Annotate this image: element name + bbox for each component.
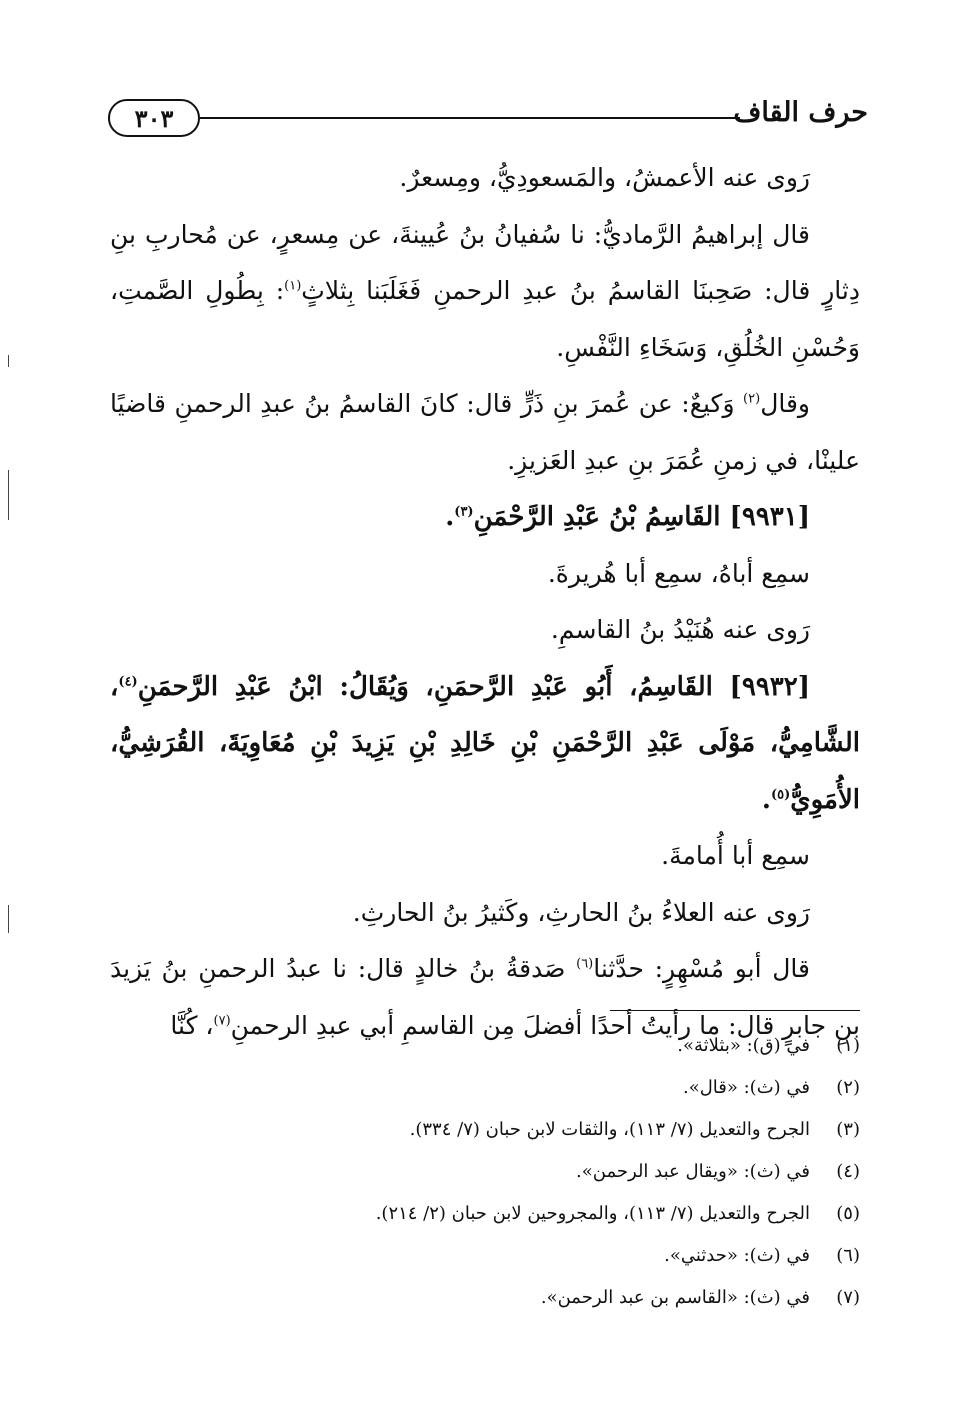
paragraph-7: رَوى عنه العلاءُ بنُ الحارثِ، وكَثيرُ بنُ الحارثِ. bbox=[352, 897, 810, 927]
footnote-number: (٤) bbox=[836, 1161, 860, 1182]
footnote-number: (٥) bbox=[836, 1203, 860, 1224]
running-title: حرف القاف bbox=[733, 97, 868, 128]
paragraph-2-text-end: : بِطُولِ الصَّمتِ، وَحُسْنِ الخُلُقِ، وَسَخَاءِ النَّفْسِ. bbox=[110, 276, 860, 362]
footnote-ref-1: (١) bbox=[284, 278, 302, 294]
entry-9932-title: [٩٩٣٢] القَاسِمُ، أَبُو عَبْدِ الرَّحمَنِ، وَيُقَالُ: ابْنُ عَبْدِ الرَّحمَنِ bbox=[137, 671, 810, 702]
footnote-separator bbox=[610, 1010, 860, 1011]
footnote-text: في (ث): «قال». bbox=[682, 1077, 810, 1098]
paragraph-3-text-end: وَكيعٌ: عن عُمرَ بنِ ذَرٍّ قال: كانَ القاسمُ بنُ عبدِ الرحمنِ قاضيًا علينْا، في زمنِ عُمَرَ بنِ عبدِ العَزيزِ. bbox=[110, 389, 860, 475]
footnote bbox=[110, 1025, 860, 1067]
paragraph-3-text: وقال bbox=[760, 389, 810, 418]
entry-9932 bbox=[110, 659, 860, 829]
footnote-text: في (ق): «بثلاثة». bbox=[677, 1035, 810, 1056]
footnote-text: الجرح والتعديل (٧/ ١١٣)، والثقات لابن حبان (٧/ ٣٣٤). bbox=[409, 1119, 810, 1140]
footnote bbox=[110, 1235, 860, 1277]
footnote bbox=[110, 1067, 860, 1109]
footnote bbox=[110, 1151, 860, 1193]
footnote-ref-6: (٦) bbox=[576, 956, 594, 972]
footnotes bbox=[110, 1025, 860, 1319]
paragraph-1: رَوى عنه الأعمشُ، والمَسعودِيُّ، ومِسعرٌ. bbox=[399, 163, 810, 192]
paragraph-3 bbox=[110, 376, 860, 489]
footnote bbox=[110, 1193, 860, 1235]
footnote-text: في (ث): «حدثني». bbox=[664, 1245, 810, 1266]
footnote-ref-5: (٥) bbox=[770, 786, 791, 802]
footnote bbox=[110, 1277, 860, 1319]
footnote-number: (٣) bbox=[836, 1119, 860, 1140]
footnote-ref-2: (٢) bbox=[743, 391, 761, 407]
footnote-ref-4: (٤) bbox=[118, 673, 138, 689]
scan-margin-mark bbox=[8, 905, 9, 933]
footnote bbox=[110, 1109, 860, 1151]
paragraph-8-text: قال أبو مُسْهِرٍ: حدَّثنا bbox=[593, 954, 810, 983]
paragraph-6: سمِع أبا أُمامةَ. bbox=[661, 841, 810, 870]
paragraph-5: رَوى عنه هُنَيْدُ بنُ القاسمِ. bbox=[550, 615, 810, 644]
paragraph-4: سمِع أباهُ، سمِع أبا هُريرةَ. bbox=[547, 558, 810, 588]
footnote-text: في (ث): «ويقال عبد الرحمن». bbox=[576, 1161, 810, 1182]
paragraph-2 bbox=[110, 207, 860, 377]
paragraph-8-text-mid: صَدقةُ بنُ خالدٍ قال: نا عبدُ الرحمنِ بنُ يَزيدَ بنِ جابرٍ قال: ما رأيتُ أحدًا أفضلَ مِن القاسمِ أبي عبدِ الرحمنِ bbox=[110, 954, 860, 1040]
paragraph-2-text: قال إبراهيمُ الرَّماديُّ: نا سُفيانُ بنُ عُيينةَ، عن مِسعرٍ، عن مُحاربِ بنِ دِثارٍ قال: صَحِبنَا القاسمُ بنُ عبدِ الرحمنِ فَغَلَبَنا بِثلاثٍ bbox=[110, 219, 860, 305]
footnote-text: الجرح والتعديل (٧/ ١١٣)، والمجروحين لابن حبان (٢/ ٢١٤). bbox=[375, 1203, 810, 1224]
entry-9931-title: [٩٩٣١] القَاسِمُ بْنُ عَبْدِ الرَّحْمَنِ bbox=[473, 502, 810, 532]
header-rule bbox=[200, 117, 740, 119]
footnote-ref-3: (٣) bbox=[454, 504, 474, 520]
footnote-number: (٢) bbox=[836, 1077, 860, 1098]
entry-9931 bbox=[110, 489, 860, 546]
entry-9931-end: . bbox=[445, 502, 455, 532]
paragraph-8-text-end: ، كُنَّا bbox=[170, 1010, 214, 1040]
footnote-text: في (ث): «القاسم بن عبد الرحمن». bbox=[540, 1287, 810, 1308]
entry-9932-end: . bbox=[761, 784, 771, 815]
entry-9932-text: ، الشَّامِيُّ، مَوْلَى عَبْدِ الرَّحْمَنِ بْنِ خَالِدِ بْنِ يَزِيدَ بْنِ مُعَاوِيَةَ، القُرَشِيُّ، الأُمَوِيُّ bbox=[110, 671, 860, 815]
page-header bbox=[108, 95, 868, 145]
main-text bbox=[110, 150, 860, 1054]
footnote-number: (١) bbox=[836, 1035, 860, 1056]
scan-margin-mark bbox=[8, 470, 9, 520]
page-number: ٣٠٣ bbox=[108, 99, 200, 137]
footnote-number: (٧) bbox=[836, 1287, 860, 1308]
footnote-ref-7: (٧) bbox=[213, 1013, 231, 1029]
scan-margin-mark bbox=[8, 355, 9, 367]
footnote-number: (٦) bbox=[836, 1245, 860, 1266]
